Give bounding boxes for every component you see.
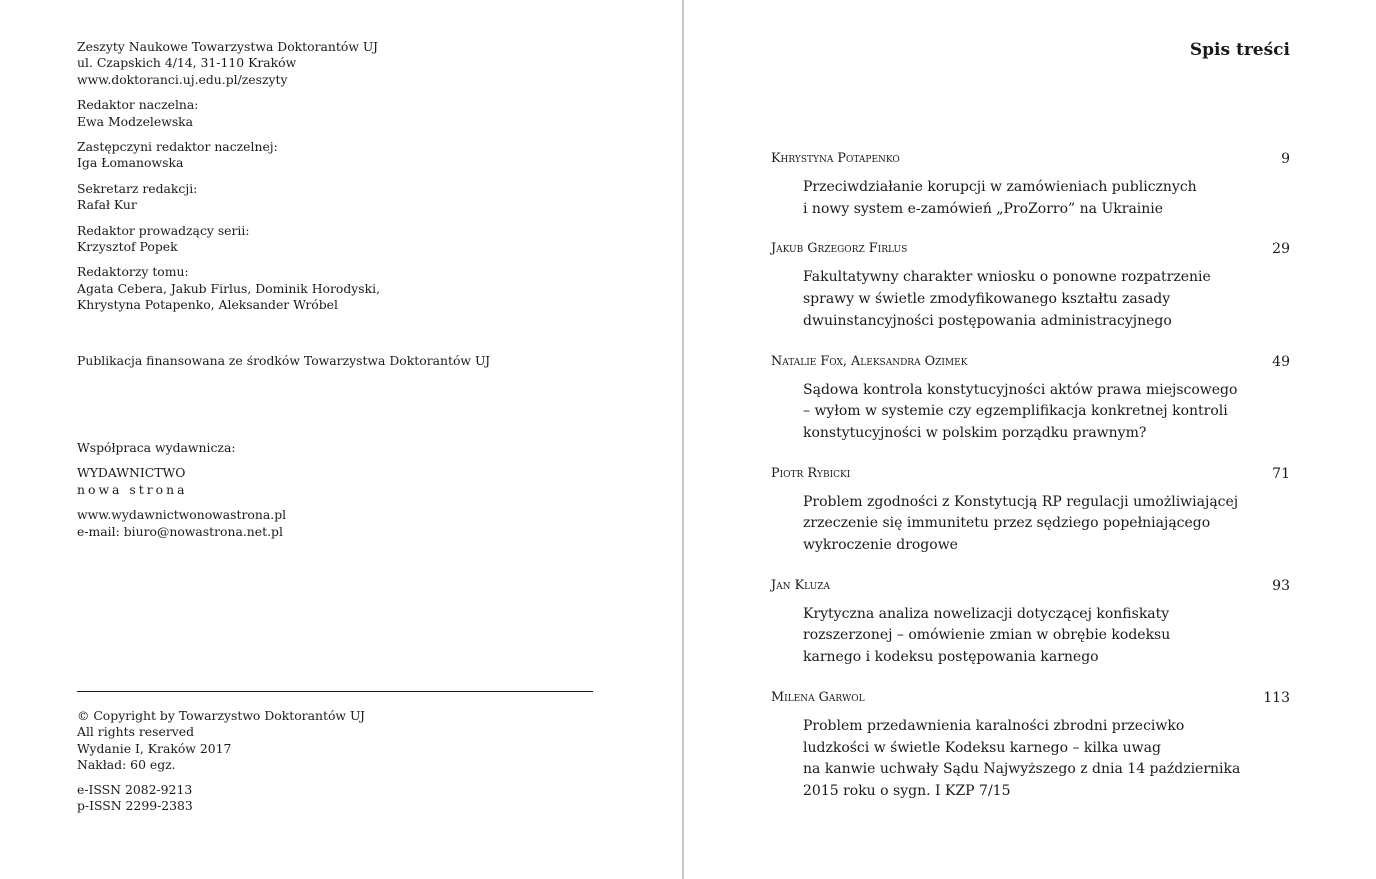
role-label: Zastępczyni redaktor naczelnej: (77, 139, 278, 155)
entry-page-number: 113 (1263, 689, 1290, 706)
toc-list (771, 150, 1290, 803)
entry-title (803, 716, 1290, 803)
entry-page-number: 9 (1281, 151, 1290, 167)
entry-author: Natalie Fox, Aleksandra Ozimek (771, 353, 968, 369)
divider-rule (77, 691, 593, 692)
colophon-page (0, 0, 682, 879)
editor-in-chief (77, 97, 617, 130)
role-label: Redaktor naczelna: (77, 97, 199, 113)
entry-title-line: rozszerzonej – omówienie zmian w obrębie kodeksu (803, 627, 1171, 644)
person-name: Krzysztof Popek (77, 239, 178, 255)
person-names: Agata Cebera, Jakub Firlus, Dominik Horodyski, (77, 280, 381, 296)
entry-title-line: Krytyczna analiza nowelizacji dotyczącej konfiskaty (803, 605, 1170, 622)
cooperation-label-text: Współpraca wydawnicza: (77, 440, 236, 455)
person-names: Khrystyna Potapenko, Aleksander Wróbel (77, 297, 338, 313)
entry-title (803, 380, 1290, 445)
p-issn: p-ISSN 2299-2383 (77, 798, 193, 814)
entry-title-line: dwuinstancyjności postępowania administracyjnego (803, 312, 1172, 329)
journal-website: www.doktoranci.uj.edu.pl/zeszyty (77, 71, 288, 87)
person-name: Ewa Modzelewska (77, 113, 194, 129)
entry-title-line: Problem przedawnienia karalności zbrodni przeciwko (803, 717, 1185, 734)
role-label: Redaktor prowadzący serii: (77, 222, 250, 238)
entry-title (803, 267, 1290, 332)
entry-title (803, 177, 1290, 220)
publisher-block (77, 440, 286, 549)
entry-page-number: 93 (1272, 577, 1290, 594)
entry-title-line: na kanwie uchwały Sądu Najwyższego z dnia 14 października (803, 761, 1241, 778)
volume-editors (77, 264, 617, 313)
colophon-block (77, 39, 617, 323)
toc-entry[interactable] (771, 240, 1290, 332)
entry-author: Khrystyna Potapenko (771, 151, 900, 166)
issn-info (77, 782, 365, 815)
entry-title-line: Fakultatywny charakter wniosku o ponowne rozpatrzenie (803, 269, 1211, 286)
funding-note: Publikacja finansowana ze środków Towarzystwa Doktorantów UJ (77, 353, 491, 368)
toc-entry[interactable] (771, 150, 1290, 220)
entry-title (803, 604, 1290, 669)
editorial-secretary (77, 181, 617, 214)
person-name: Rafał Kur (77, 197, 137, 213)
cooperation-label (77, 440, 286, 456)
journal-street: ul. Czapskich 4/14, 31-110 Kraków (77, 55, 297, 71)
entry-author: Jakub Grzegorz Firlus (771, 241, 908, 257)
entry-title (803, 492, 1290, 557)
publisher-name-main: WYDAWNICTWO (77, 465, 186, 481)
print-run-line: Nakład: 60 egz. (77, 757, 176, 773)
entry-title-line: Problem zgodności z Konstytucją RP regulacji umożliwiającej (803, 493, 1239, 510)
toc-entry[interactable] (771, 577, 1290, 669)
copyright-line: © Copyright by Towarzystwo Doktorantów UJ (77, 708, 366, 723)
entry-page-number: 49 (1272, 353, 1290, 370)
toc-heading: Spis treści (1189, 40, 1290, 60)
entry-title-line: karnego i kodeksu postępowania karnego (803, 649, 1099, 666)
entry-title-line: wykroczenie drogowe (803, 537, 958, 554)
journal-name: Zeszyty Naukowe Towarzystwa Doktorantów UJ (77, 39, 378, 54)
publisher-website: www.wydawnictwonowastrona.pl (77, 507, 287, 523)
entry-title-line: – wyłom w systemie czy egzemplifikacja konkretnej kontroli (803, 403, 1228, 420)
edition-line: Wydanie I, Kraków 2017 (77, 740, 232, 756)
deputy-editor (77, 139, 617, 172)
publisher-name-sub: nowa strona (77, 481, 188, 497)
copyright-block (77, 708, 365, 822)
e-issn: e-ISSN 2082-9213 (77, 781, 193, 797)
entry-title-line: sprawy w świetle zmodyfikowanego kształtu zasady (803, 291, 1171, 308)
role-label: Redaktorzy tomu: (77, 264, 189, 280)
entry-title-line: zrzeczenie się immunitetu przez sędziego popełniającego (803, 515, 1211, 532)
entry-title-line: i nowy system e-zamówień „ProZorro” na Ukrainie (803, 200, 1164, 217)
person-name: Iga Łomanowska (77, 155, 184, 171)
publisher-contact (77, 507, 286, 540)
entry-title-line: 2015 roku o sygn. I KZP 7/15 (803, 782, 1011, 799)
publisher-email: e-mail: biuro@nowastrona.net.pl (77, 523, 283, 539)
publisher-name (77, 465, 286, 498)
toc-page (684, 0, 1376, 879)
entry-page-number: 71 (1272, 465, 1290, 482)
series-editor (77, 223, 617, 256)
entry-title-line: konstytucyjności w polskim porządku prawnym? (803, 424, 1147, 441)
entry-title-line: Sądowa kontrola konstytucyjności aktów prawa miejscowego (803, 381, 1238, 398)
entry-title-line: Przeciwdziałanie korupcji w zamówieniach publicznych (803, 179, 1197, 195)
toc-entry[interactable] (771, 465, 1290, 557)
journal-address (77, 39, 617, 88)
entry-author: Piotr Rybicki (771, 465, 851, 481)
entry-author: Milena Garwol (771, 689, 865, 705)
entry-title-line: ludzkości w świetle Kodeksu karnego – kilka uwag (803, 739, 1161, 756)
entry-page-number: 29 (1272, 241, 1290, 258)
entry-author: Jan Kluza (771, 577, 830, 593)
rights-line: All rights reserved (77, 724, 195, 740)
copyright-info (77, 708, 365, 774)
role-label: Sekretarz redakcji: (77, 180, 198, 196)
toc-entry[interactable] (771, 353, 1290, 445)
toc-entry[interactable] (771, 689, 1290, 803)
